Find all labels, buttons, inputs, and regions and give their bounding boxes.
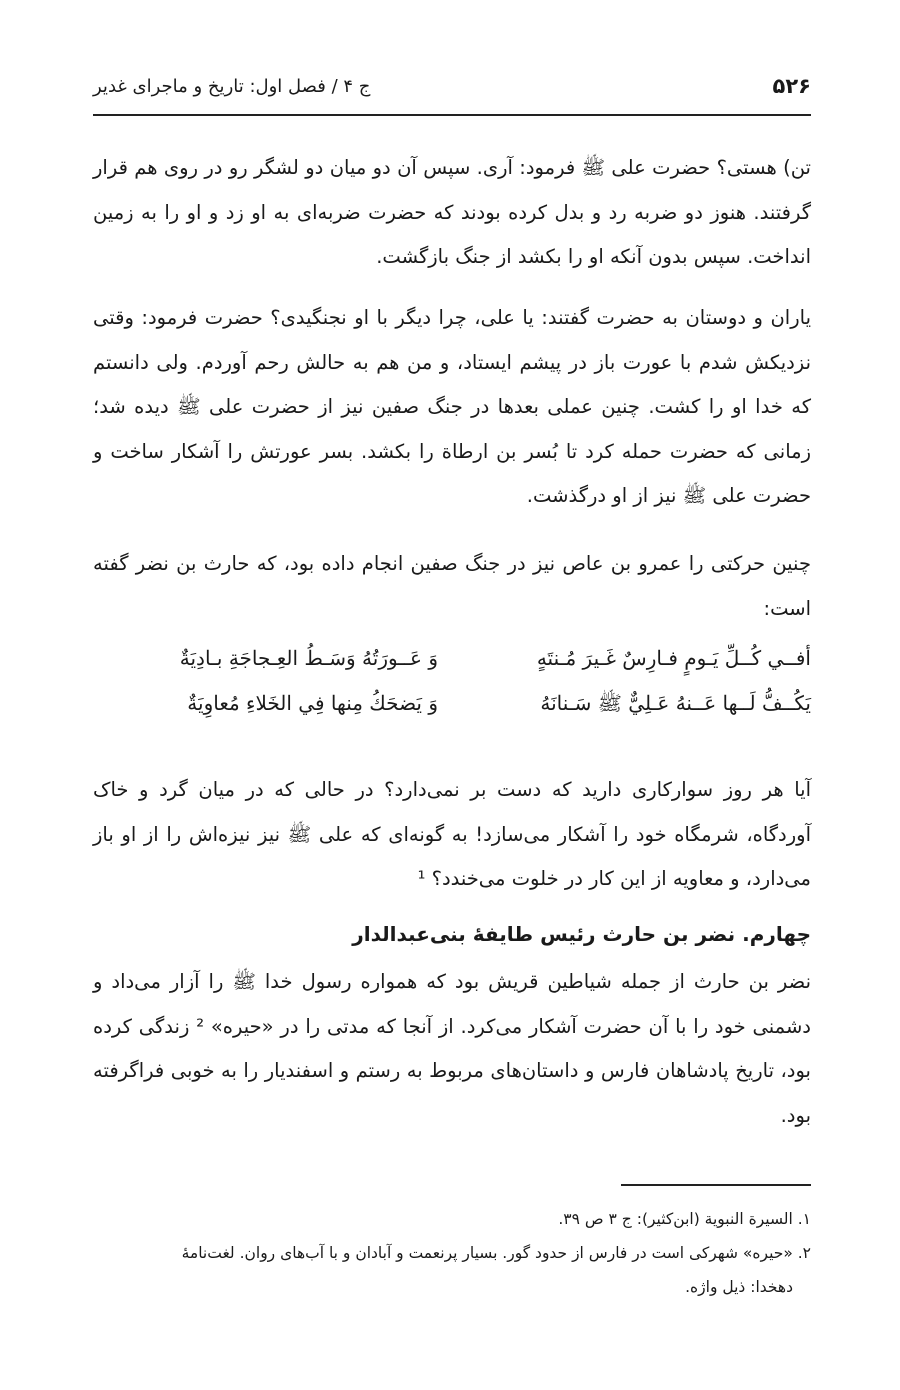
poem-block [93, 646, 811, 736]
paragraph-text: یاران و دوستان به حضرت گفتند: یا علی، چرا دیگر با او نجنگیدی؟ حضرت فرمود: وقتی نزدیکش شدم با عورت باز در پیشم ایستاد، و من هم به حالش رحم آوردم. ولی دانستم که خدا او را کشت. چنین عملی بعدها در جنگ صفین نیز از حضرت علی ﷺ دیده شد؛ زمانی که حضرت حمله کرد تا بُسر بن ارطاة را بکشد. بسر عورتش را آشکار ساخت و حضرت علی ﷺ نیز از او درگذشت. [93, 306, 811, 508]
hemistich-second: وَ يَضحَكُ مِنها فِي الخَلاءِ مُعاوِيَةٌ [187, 691, 438, 715]
paragraph-text: آیا هر روز سوارکاری دارید که دست بر نمی‌دارد؟ در حالی که در میان گرد و خاک آوردگاه، شرمگاه خود را آشکار می‌سازد! به گونه‌ای که علی ﷺ نیز نیزه‌اش را از او باز می‌دارد، و معاویه از این کار در خلوت می‌خندد؟ ¹ [93, 778, 811, 891]
paragraph-4 [93, 768, 811, 902]
footnote-2: ۲. «حیره» شهرکی است در فارس از حدود گور. بسیار پرنعمت و آبادان و با آب‌های روان. لغت‌نامهٔ [181, 1244, 811, 1262]
footnotes [93, 1202, 811, 1304]
footnote-1: ۱. السیرة النبویة (ابن‌کثیر): ج ۳ ص ۳۹. [558, 1210, 811, 1228]
verse-line [93, 691, 811, 736]
hemistich-first: أفــي كُــلِّ يَـومٍ فـارِسٌ غَـيرَ مُـنتَهٍ [536, 646, 811, 670]
footnote-divider [621, 1184, 811, 1186]
paragraph-3 [93, 542, 811, 631]
paragraph-5 [93, 960, 811, 1138]
paragraph-1 [93, 146, 811, 280]
book-page [93, 0, 811, 1390]
running-head: ج ۴ / فصل اول: تاریخ و ماجرای غدیر [93, 76, 371, 97]
verse-line [93, 646, 811, 691]
paragraph-2 [93, 296, 811, 519]
section-heading: چهارم. نضر بن حارث رئیس طایفهٔ بنی‌عبدالدار [352, 922, 811, 946]
footnote-2-continuation: دهخدا: ذیل واژه. [685, 1278, 793, 1296]
header-divider [93, 114, 811, 116]
hemistich-first: يَكُــفُّ لَــها عَــنهُ عَـلِيٌّ ﷺ سَـنانَهُ [540, 691, 811, 715]
paragraph-text: چنین حرکتی را عمرو بن عاص نیز در جنگ صفین انجام داده بود، که حارث بن نضر گفته است: [93, 552, 811, 620]
hemistich-second: وَ عَــورَتُهُ وَسَـطُ العِـجاجَةِ بـادِيَةٌ [179, 646, 438, 670]
page-number: ۵۲۶ [772, 74, 811, 98]
paragraph-text: تن) هستی؟ حضرت علی ﷺ فرمود: آری. سپس آن دو میان دو لشگر رو در روی هم قرار گرفتند. هنوز دو ضربه رد و بدل کرده بودند که حضرت ضربه‌ای به او زد و او را به زمین انداخت. سپس بدون آنکه او را بکشد از جنگ بازگشت. [93, 156, 811, 269]
paragraph-text: نضر بن حارث از جمله شیاطین قریش بود که همواره رسول خدا ﷺ را آزار می‌داد و دشمنی خود را با آن حضرت آشکار می‌کرد. از آنجا که مدتی را در «حیره» ² زندگی کرده بود، تاریخ پادشاهان فارس و داستان‌های مربوط به رستم و اسفندیار را به خوبی فراگرفته بود. [93, 970, 811, 1127]
page-header [93, 74, 811, 110]
